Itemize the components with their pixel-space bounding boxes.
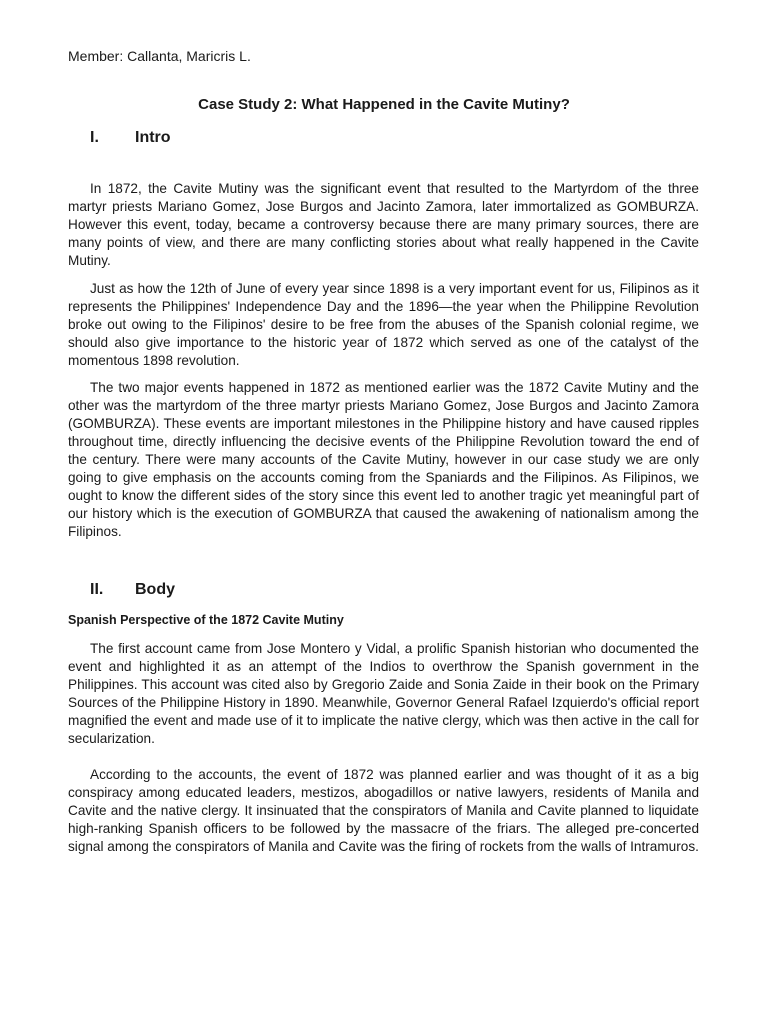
body-paragraph-1: The first account came from Jose Montero y Vidal, a prolific Spanish historian who documented the event and highlighted it as an attempt of the Indios to overthrow the Spanish government in the Philippines. This account was cited also by Gregorio Zaide and Sonia Zaide in their book on the Primary Sources of the Philippine History in 1890. Meanwhile, Governor General Rafael Izquierdo's official report magnified the event and made use of it to implicate the native clergy, which was then active in the call for secularization.: [68, 641, 699, 746]
intro-paragraph-3: The two major events happened in 1872 as mentioned earlier was the 1872 Cavite Mutiny and the other was the martyrdom of the three martyr priests Mariano Gomez, Jose Burgos and Jacinto Zamora (GOMBURZA). These events are important milestones in the Philippine history and have caused ripples throughout time, directly influencing the decisive events of the Philippine Revolution toward the end of the century. There were many accounts of the Cavite Mutiny, however in our case study we are only going to give emphasis on the accounts coming from the Spaniards and the Filipinos. As Filipinos, we ought to know the different sides of the story since this event led to another tragic yet meaningful part of our history which is the execution of GOMBURZA that caused the awakening of nationalism among the Filipinos.: [68, 380, 699, 539]
section-title: Body: [135, 581, 175, 598]
member-line: Member: Callanta, Maricris L.: [68, 48, 251, 64]
section-heading-body: [90, 580, 175, 600]
section-number: II.: [90, 581, 104, 598]
subsection-heading: Spanish Perspective of the 1872 Cavite Mutiny: [68, 613, 344, 627]
body-paragraph-2: According to the accounts, the event of 1872 was planned earlier and was thought of it as a big conspiracy among educated leaders, mestizos, abogadillos or native lawyers, residents of Manila and Cavite and the native clergy. It insinuated that the conspirators of Manila and Cavite planned to liquidate high-ranking Spanish officers to be followed by the massacre of the friars. The alleged pre-concerted signal among the conspirators of Manila and Cavite was the firing of rockets from the walls of Intramuros.: [68, 767, 699, 854]
intro-paragraph-1: In 1872, the Cavite Mutiny was the significant event that resulted to the Martyrdom of the three martyr priests Mariano Gomez, Jose Burgos and Jacinto Zamora, later immortalized as GOMBURZA. However this event, today, became a controversy because there are many primary sources, there are many points of view, and there are many conflicting stories about what really happened in the Cavite Mutiny.: [68, 181, 699, 268]
section-number: I.: [90, 129, 99, 146]
intro-paragraph-2: Just as how the 12th of June of every year since 1898 is a very important event for us, Filipinos as it represents the Philippines' Independence Day and the 1896—the year when the Philippine Revolution broke out owing to the Filipinos' desire to be free from the abuses of the Spanish colonial regime, we should also give importance to the historic year of 1872 which served as one of the catalyst of the momentous 1898 revolution.: [68, 281, 699, 368]
section-heading-intro: [90, 128, 171, 148]
case-study-title: Case Study 2: What Happened in the Cavite Mutiny?: [198, 96, 570, 113]
section-title: Intro: [135, 129, 171, 146]
